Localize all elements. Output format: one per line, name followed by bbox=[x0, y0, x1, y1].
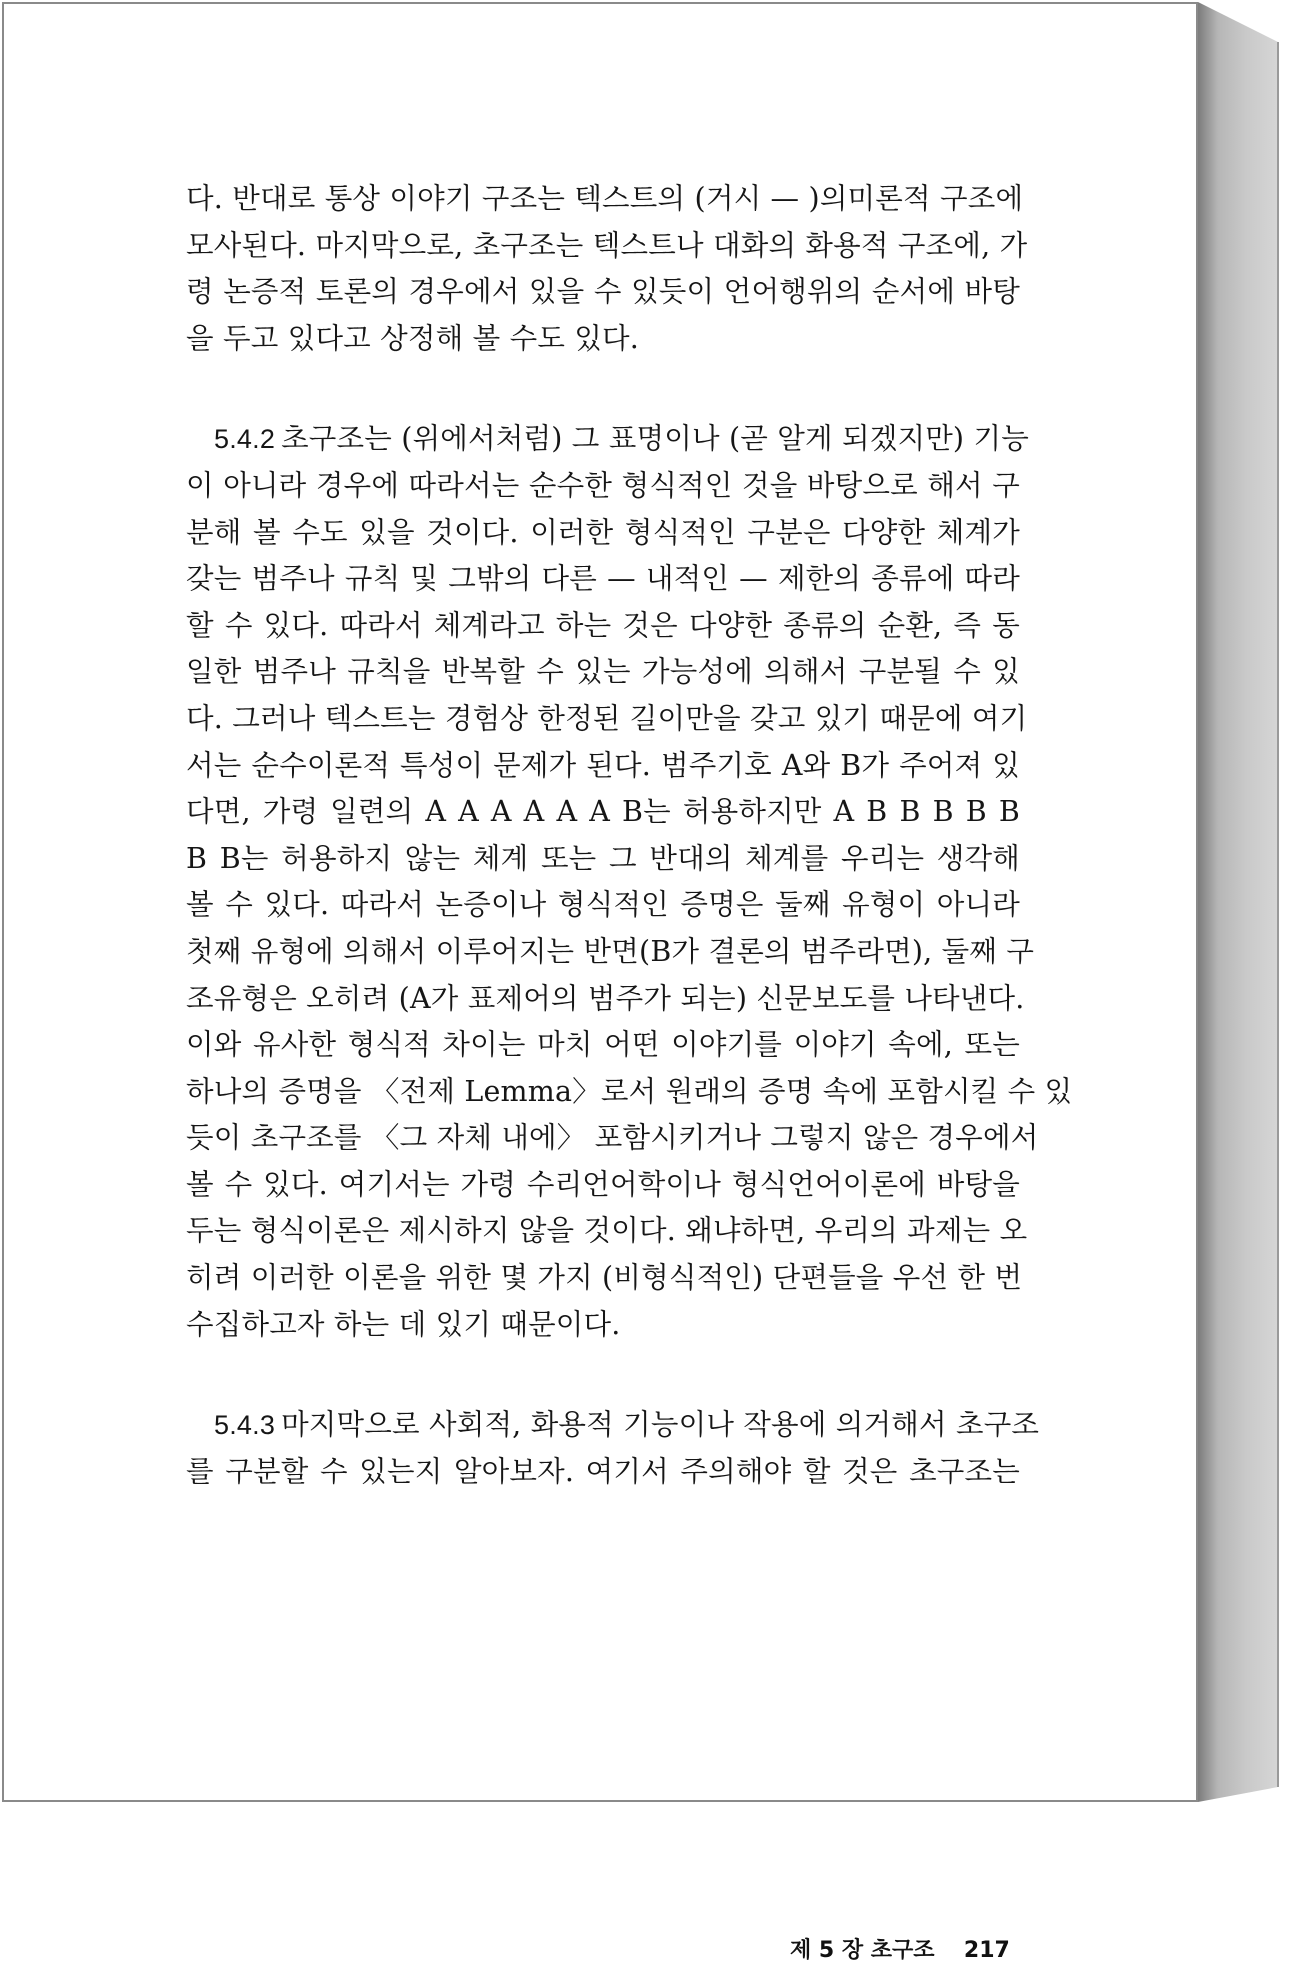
text-line: 모사된다. 마지막으로, 초구조는 텍스트나 대화의 화용적 구조에, 가 bbox=[186, 228, 1028, 262]
text-line: 히려 이러한 이론을 위한 몇 가지 (비형식적인) 단편들을 우선 한 번 bbox=[186, 1261, 1023, 1295]
text-line: 수집하고자 하는 데 있기 때문이다. bbox=[186, 1307, 621, 1341]
text-line: 조유형은 오히려 (A가 표제어의 범주가 되는) 신문보도를 나타낸다. bbox=[186, 981, 1025, 1015]
text-line: 령 논증적 토론의 경우에서 있을 수 있듯이 언어행위의 순서에 바탕 bbox=[186, 275, 1020, 309]
section-number: 5.4.2 bbox=[214, 424, 276, 455]
text-line: 서는 순수이론적 특성이 문제가 된다. 범주기호 A와 B가 주어져 있 bbox=[186, 748, 1020, 782]
text-line: 을 두고 있다고 상정해 볼 수도 있다. bbox=[186, 321, 640, 355]
text-line: 다. 그러나 텍스트는 경험상 한정된 길이만을 갖고 있기 때문에 여기 bbox=[186, 701, 1028, 735]
text-line: 를 구분할 수 있는지 알아보자. 여기서 주의해야 할 것은 초구조는 bbox=[186, 1454, 1020, 1488]
text-line: 이 아니라 경우에 따라서는 순수한 형식적인 것을 바탕으로 해서 구 bbox=[186, 468, 1020, 502]
text-line: 할 수 있다. 따라서 체계라고 하는 것은 다양한 종류의 순환, 즉 동 bbox=[186, 608, 1020, 642]
text-line: B B는 허용하지 않는 체계 또는 그 반대의 체계를 우리는 생각해 bbox=[186, 841, 1020, 875]
text-line: 분해 볼 수도 있을 것이다. 이러한 형식적인 구분은 다양한 체계가 bbox=[186, 515, 1020, 549]
text-line: 마지막으로 사회적, 화용적 기능이나 작용에 의거해서 초구조 bbox=[281, 1408, 1040, 1442]
text-line: 이와 유사한 형식적 차이는 마치 어떤 이야기를 이야기 속에, 또는 bbox=[186, 1028, 1020, 1062]
book-page-edge bbox=[1198, 2, 1292, 1802]
text-line: 다면, 가령 일련의 A A A A A A B는 허용하지만 A B B B B B bbox=[186, 795, 1020, 829]
text-line: 볼 수 있다. 따라서 논증이나 형식적인 증명은 둘째 유형이 아니라 bbox=[186, 888, 1020, 922]
text-line: 두는 형식이론은 제시하지 않을 것이다. 왜냐하면, 우리의 과제는 오 bbox=[186, 1214, 1028, 1248]
text-line: 일한 범주나 규칙을 반복할 수 있는 가능성에 의해서 구분될 수 있 bbox=[186, 655, 1020, 689]
chapter-title: 제 5 장 초구조 bbox=[790, 1938, 935, 1963]
section-first-line bbox=[186, 416, 1029, 463]
text-line: 듯이 초구조를 〈그 자체 내에〉 포함시키거나 그렇지 않은 경우에서 bbox=[186, 1121, 1039, 1155]
text-line: 갖는 범주나 규칙 및 그밖의 다른 — 내적인 — 제한의 종류에 따라 bbox=[186, 562, 1020, 596]
text-line: 첫째 유형에 의해서 이루어지는 반면(B가 결론의 범주라면), 둘째 구 bbox=[186, 934, 1035, 968]
text-line: 하나의 증명을 〈전제 Lemma〉로서 원래의 증명 속에 포함시킬 수 있 bbox=[186, 1074, 1073, 1108]
page-footer bbox=[790, 1933, 1010, 1964]
text-line: 초구조는 (위에서처럼) 그 표명이나 (곧 알게 되겠지만) 기능 bbox=[281, 422, 1029, 456]
text-line: 다. 반대로 통상 이야기 구조는 텍스트의 (거시 — )의미론적 구조에 bbox=[186, 182, 1024, 215]
section-first-line bbox=[186, 1402, 1040, 1449]
text-line: 볼 수 있다. 여기서는 가령 수리언어학이나 형식언어이론에 바탕을 bbox=[186, 1167, 1020, 1201]
page-body bbox=[186, 176, 1073, 1495]
section-number: 5.4.3 bbox=[214, 1410, 276, 1441]
page-number: 217 bbox=[963, 1938, 1010, 1963]
